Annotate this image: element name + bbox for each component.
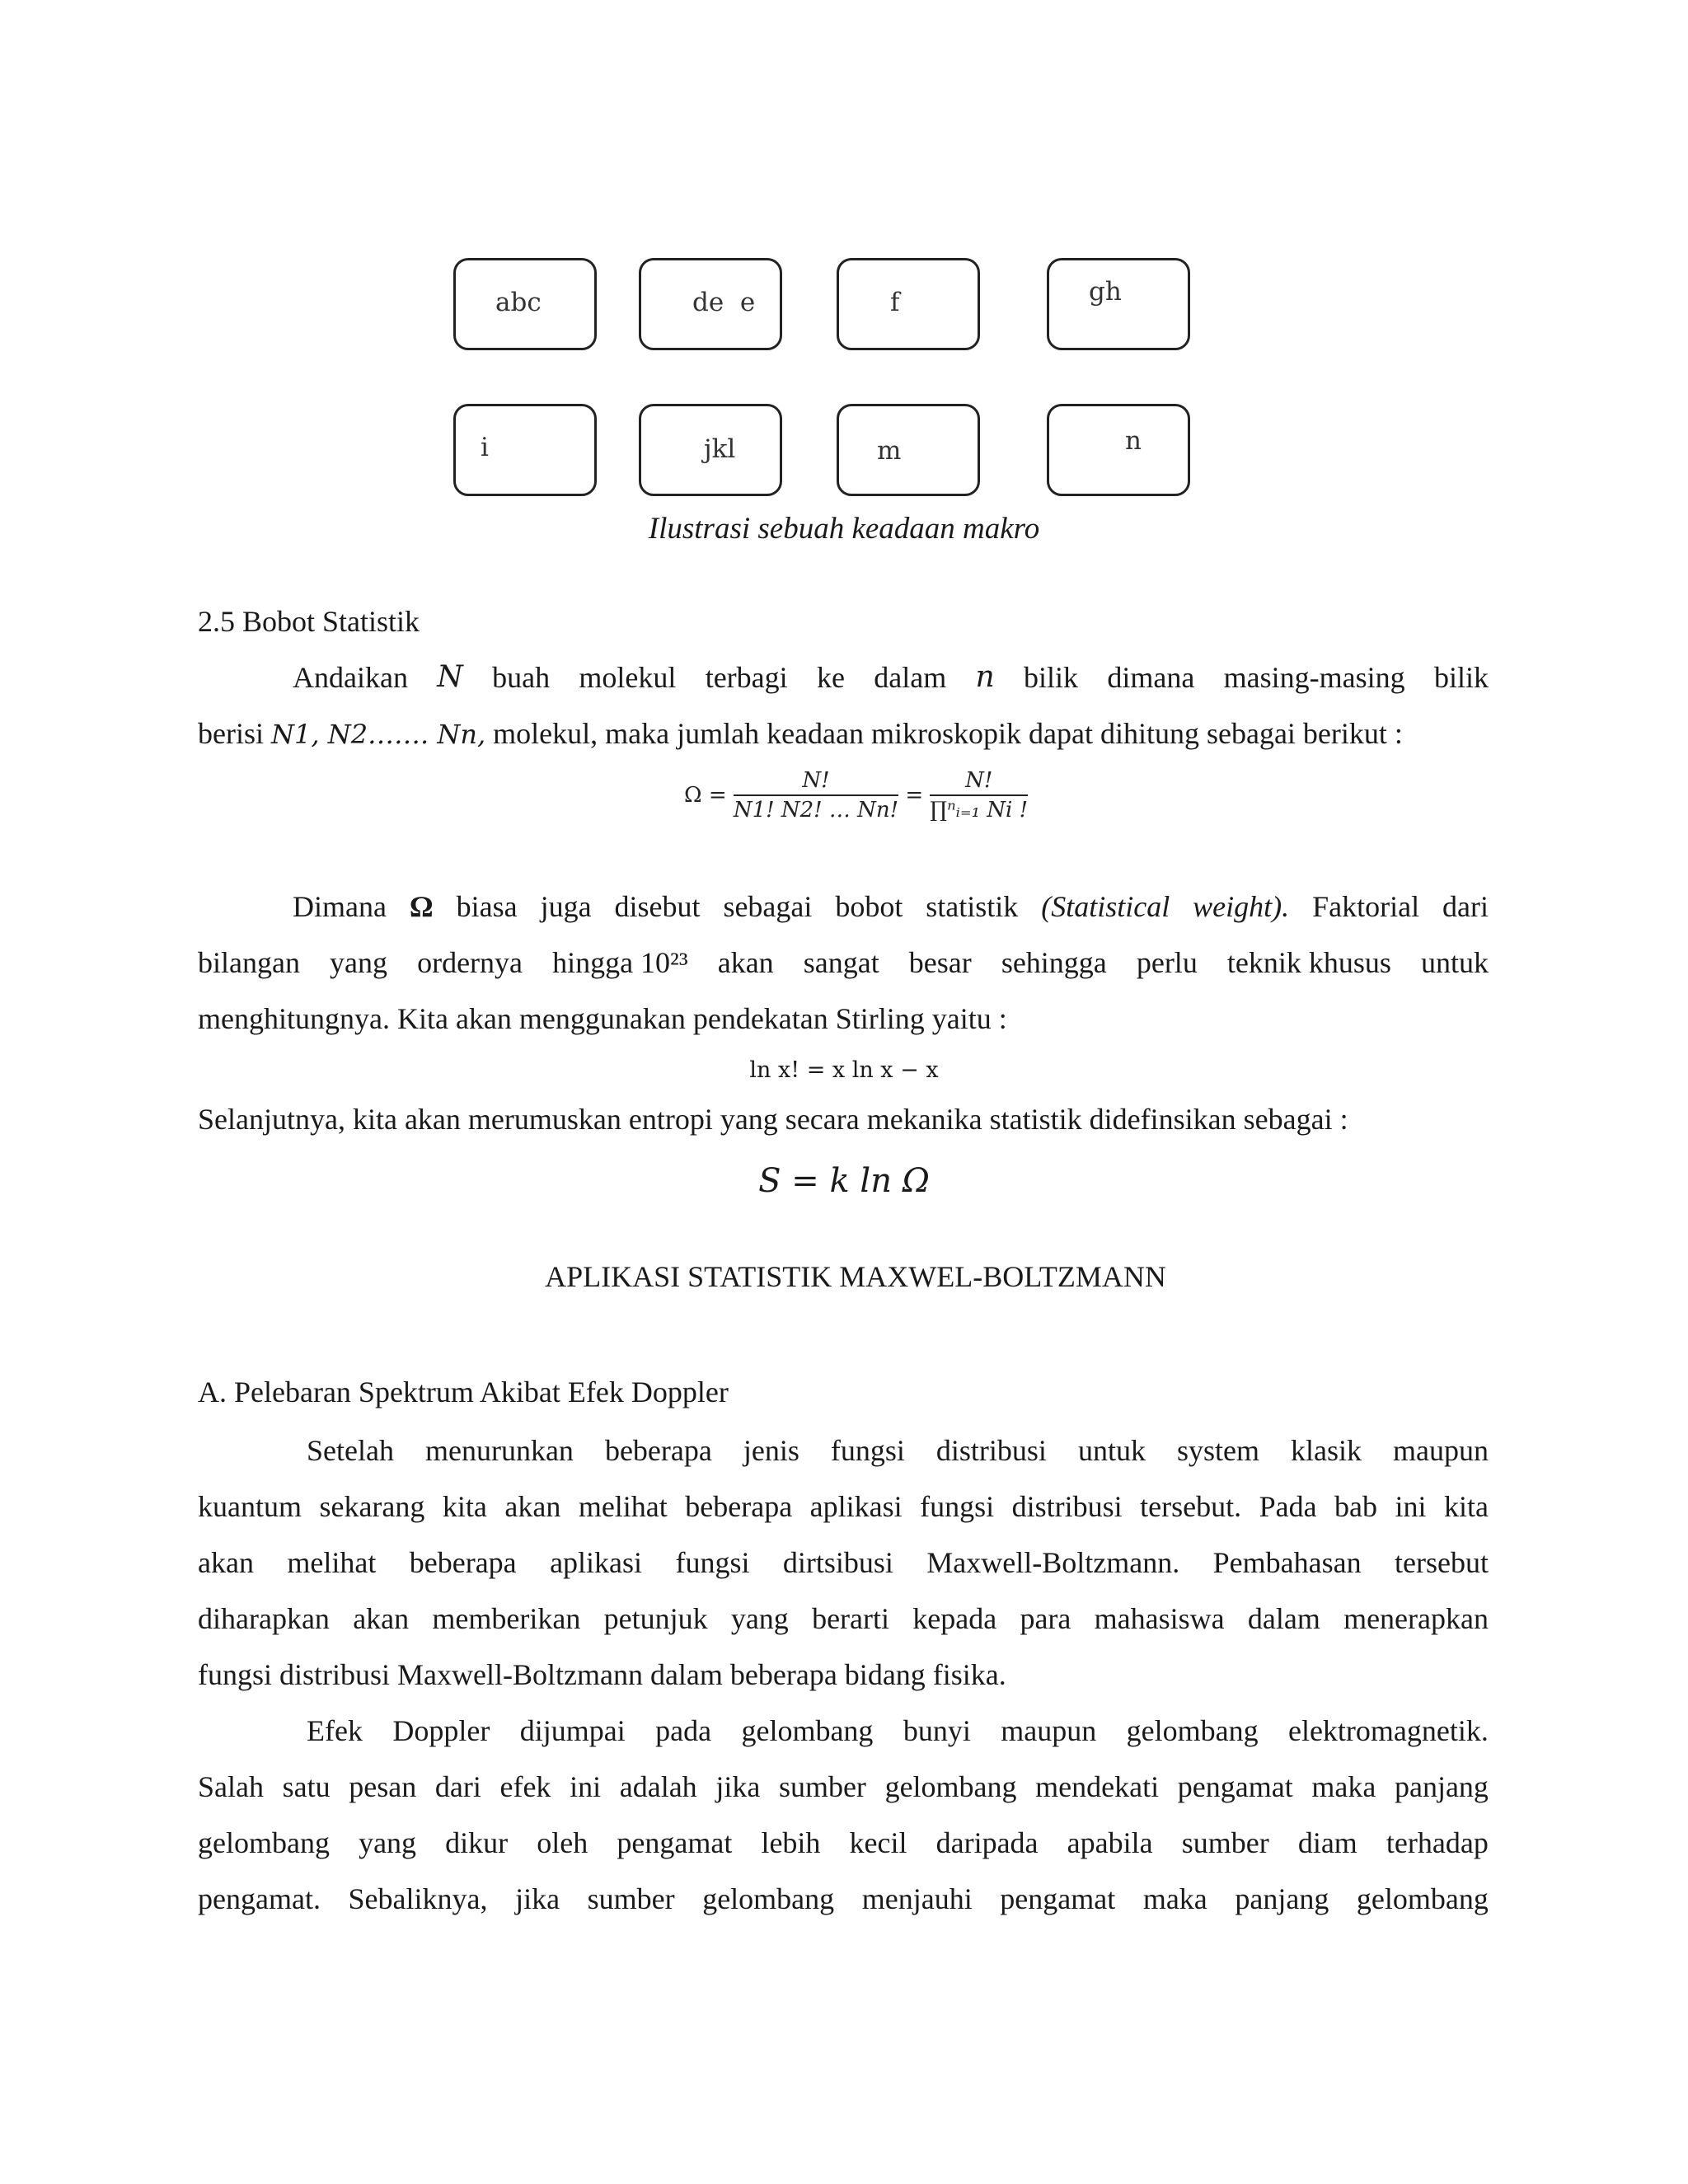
paragraph-line <box>198 1769 1489 1805</box>
word: dari <box>434 1770 481 1803</box>
box-label: n <box>1125 426 1142 456</box>
paragraph-line <box>307 1713 1489 1749</box>
word: fungsi <box>920 1490 995 1523</box>
paragraph-line <box>198 715 1489 752</box>
word: maupun <box>1393 1434 1489 1467</box>
word: menjauhi <box>861 1882 973 1915</box>
word: weight). <box>1193 890 1290 923</box>
word: distribusi <box>1011 1490 1123 1523</box>
word: berisi <box>198 717 264 750</box>
word: untuk <box>1420 946 1489 979</box>
word: kita <box>442 1490 487 1523</box>
paragraph-line <box>198 1601 1489 1637</box>
word: system <box>1176 1434 1259 1467</box>
word: pengamat <box>617 1826 733 1859</box>
word: Doppler <box>392 1714 490 1747</box>
paragraph-line: menghitungnya. Kita akan menggunakan pendekatan Stirling yaitu : <box>198 1002 1007 1035</box>
word: akan <box>504 1490 561 1523</box>
word: adalah <box>619 1770 697 1803</box>
word: pengamat. <box>198 1882 321 1915</box>
word: para <box>1020 1602 1071 1635</box>
illustration-box-1 <box>453 258 597 350</box>
word: dirtsibusi <box>782 1546 893 1579</box>
word: gelombang <box>1356 1882 1489 1915</box>
word: dimana <box>1107 661 1195 694</box>
box-label: jkl <box>704 434 736 464</box>
fraction-numerator: N! <box>930 768 1028 796</box>
word: juga <box>540 890 592 923</box>
word: beberapa <box>604 1434 712 1467</box>
paragraph-line: fungsi distribusi Maxwell-Boltzmann dalam beberapa bidang fisika. <box>198 1658 1006 1691</box>
word: dari <box>1442 890 1489 923</box>
word: Dimana <box>293 890 387 923</box>
word: ini <box>570 1770 602 1803</box>
word: yang <box>330 946 388 979</box>
word: satu <box>282 1770 331 1803</box>
word: beberapa <box>409 1546 517 1579</box>
word: molekul <box>579 661 677 694</box>
word: gelombang <box>884 1770 1017 1803</box>
word: gelombang <box>702 1882 835 1915</box>
word: buah <box>492 661 551 694</box>
word: kuantum <box>198 1490 302 1523</box>
word: melihat <box>287 1546 377 1579</box>
word: akan <box>717 946 774 979</box>
formula-stirling: ln x! = x ln x − x <box>749 1057 939 1083</box>
word: daripada <box>935 1826 1039 1859</box>
illustration-box-5 <box>453 404 597 496</box>
paragraph-line <box>293 888 1489 925</box>
word: sumber <box>587 1882 675 1915</box>
word: kecil <box>849 1826 907 1859</box>
word: lebih <box>761 1826 821 1859</box>
word: panjang <box>1394 1770 1489 1803</box>
word: maka <box>1142 1882 1207 1915</box>
word: dalam <box>874 661 947 694</box>
section-heading: A. Pelebaran Spektrum Akibat Efek Doppler <box>198 1376 729 1408</box>
word: ordernya <box>417 946 523 979</box>
illustration-box-7 <box>837 404 980 496</box>
word: aplikasi <box>550 1546 643 1579</box>
word: bilik <box>1433 661 1489 694</box>
paragraph-line <box>198 1544 1489 1581</box>
word: jika <box>515 1882 560 1915</box>
word: beberapa <box>685 1490 793 1523</box>
word: yang <box>359 1826 417 1859</box>
word: elektromagnetik. <box>1287 1714 1489 1747</box>
paragraph-line: Selanjutnya, kita akan merumuskan entropi yang secara mekanika statistik didefinsikan sebagai : <box>198 1103 1348 1136</box>
word: hingga 10²³ <box>552 946 688 979</box>
word: petunjuk <box>603 1602 708 1635</box>
word: teknik khusus <box>1226 946 1391 979</box>
word: pada <box>655 1714 712 1747</box>
word: sebagai <box>723 890 813 923</box>
fraction <box>734 768 898 823</box>
word: diharapkan <box>198 1602 330 1635</box>
word: pengamat <box>1177 1770 1293 1803</box>
box-label: f <box>890 288 900 317</box>
word: oleh <box>537 1826 588 1859</box>
word: efek <box>499 1770 551 1803</box>
word: (Statistical <box>1041 890 1170 923</box>
paragraph-line <box>307 1432 1489 1469</box>
word: yang <box>730 1602 789 1635</box>
text: molekul, maka jumlah keadaan mikroskopik dapat dihitung sebagai berikut : <box>493 717 1403 750</box>
box-label: i <box>481 433 489 462</box>
box-label: gh <box>1089 277 1122 307</box>
word: dalam <box>1247 1602 1320 1635</box>
word: bab <box>1334 1490 1378 1523</box>
illustration-box-4 <box>1047 258 1190 350</box>
chapter-title: APLIKASI STATISTIK MAXWEL-BOLTZMANN <box>545 1260 1166 1293</box>
word: tersebut. <box>1140 1490 1242 1523</box>
word: Sebaliknya, <box>348 1882 488 1915</box>
illustration-box-3 <box>837 258 980 350</box>
omega-symbol: Ω <box>409 890 434 923</box>
word: Salah <box>198 1770 264 1803</box>
illustration-caption: Ilustrasi sebuah keadaan makro <box>648 512 1040 546</box>
word: akan <box>353 1602 410 1635</box>
illustration-box-6 <box>639 404 782 496</box>
word: disebut <box>614 890 701 923</box>
word: maupun <box>1001 1714 1097 1747</box>
paragraph-line <box>293 659 1489 696</box>
word: dijumpai <box>519 1714 626 1747</box>
word: Maxwell-Boltzmann. <box>926 1546 1180 1579</box>
word: terhadap <box>1386 1826 1489 1859</box>
word: melihat <box>578 1490 668 1523</box>
word: fungsi <box>830 1434 905 1467</box>
word: fungsi <box>675 1546 750 1579</box>
word: distribusi <box>935 1434 1047 1467</box>
word: perlu <box>1136 946 1198 979</box>
word: sumber <box>778 1770 866 1803</box>
variable-n: n <box>975 660 995 694</box>
word: panjang <box>1235 1882 1329 1915</box>
fraction <box>930 768 1028 823</box>
word: untuk <box>1077 1434 1146 1467</box>
word: Efek <box>307 1714 363 1747</box>
box-label: abc <box>495 288 542 317</box>
box-label: de e <box>692 288 756 317</box>
word: akan <box>198 1546 254 1579</box>
word: diam <box>1297 1826 1357 1859</box>
word: jika <box>715 1770 761 1803</box>
word: pesan <box>349 1770 417 1803</box>
word: bobot <box>835 890 903 923</box>
word: terbagi <box>705 661 788 694</box>
word: Andaikan <box>293 661 408 694</box>
fraction-denominator: N1! N2! … Nn! <box>733 798 899 823</box>
word: Faktorial <box>1312 890 1420 923</box>
word: sangat <box>803 946 879 979</box>
word: memberikan <box>432 1602 581 1635</box>
word: gelombang <box>741 1714 874 1747</box>
word: dikur <box>445 1826 509 1859</box>
word: masing-masing <box>1223 661 1405 694</box>
word: statistik <box>926 890 1019 923</box>
word: bilik <box>1024 661 1079 694</box>
formula-equals: = <box>905 783 924 808</box>
word: pengamat <box>1000 1882 1116 1915</box>
word: klasik <box>1291 1434 1362 1467</box>
word: aplikasi <box>809 1490 903 1523</box>
word: apabila <box>1067 1826 1153 1859</box>
word: menerapkan <box>1343 1602 1489 1635</box>
formula-lhs: Ω = <box>684 783 727 808</box>
word: sumber <box>1181 1826 1269 1859</box>
word: biasa <box>456 890 518 923</box>
word: bilangan <box>198 946 300 979</box>
paragraph-line <box>198 1881 1489 1917</box>
word: mendekati <box>1035 1770 1160 1803</box>
formula-entropy: S = k ln Ω <box>758 1162 930 1200</box>
word: ke <box>816 661 845 694</box>
word: kepada <box>912 1602 997 1635</box>
variable-N: N <box>437 660 463 694</box>
word: besar <box>908 946 972 979</box>
word: Setelah <box>307 1434 394 1467</box>
word: kita <box>1444 1490 1489 1523</box>
section-heading: 2.5 Bobot Statistik <box>198 605 420 638</box>
word: jenis <box>743 1434 799 1467</box>
word: menurunkan <box>424 1434 574 1467</box>
word: Pembahasan <box>1212 1546 1362 1579</box>
illustration-box-2 <box>639 258 782 350</box>
word: sehingga <box>1001 946 1107 979</box>
paragraph-line <box>198 1825 1489 1861</box>
illustration-box-8 <box>1047 404 1190 496</box>
word: maka <box>1311 1770 1376 1803</box>
paragraph-line <box>198 1488 1489 1525</box>
fraction-denominator: ∏ⁿᵢ₌₁ Ni ! <box>930 798 1029 823</box>
word: gelombang <box>1126 1714 1259 1747</box>
word: gelombang <box>198 1826 330 1859</box>
fraction-numerator: N! <box>734 768 898 796</box>
word: ini <box>1395 1490 1427 1523</box>
box-label: m <box>877 436 902 466</box>
formula-omega <box>684 768 1028 823</box>
paragraph-line <box>198 944 1489 981</box>
variables-N1-Nn: N1, N2……. Nn, <box>270 719 486 750</box>
word: tersebut <box>1394 1546 1489 1579</box>
word: Pada <box>1259 1490 1317 1523</box>
word: berarti <box>812 1602 889 1635</box>
word: sekarang <box>319 1490 425 1523</box>
word: bunyi <box>903 1714 971 1747</box>
word: mahasiswa <box>1094 1602 1225 1635</box>
